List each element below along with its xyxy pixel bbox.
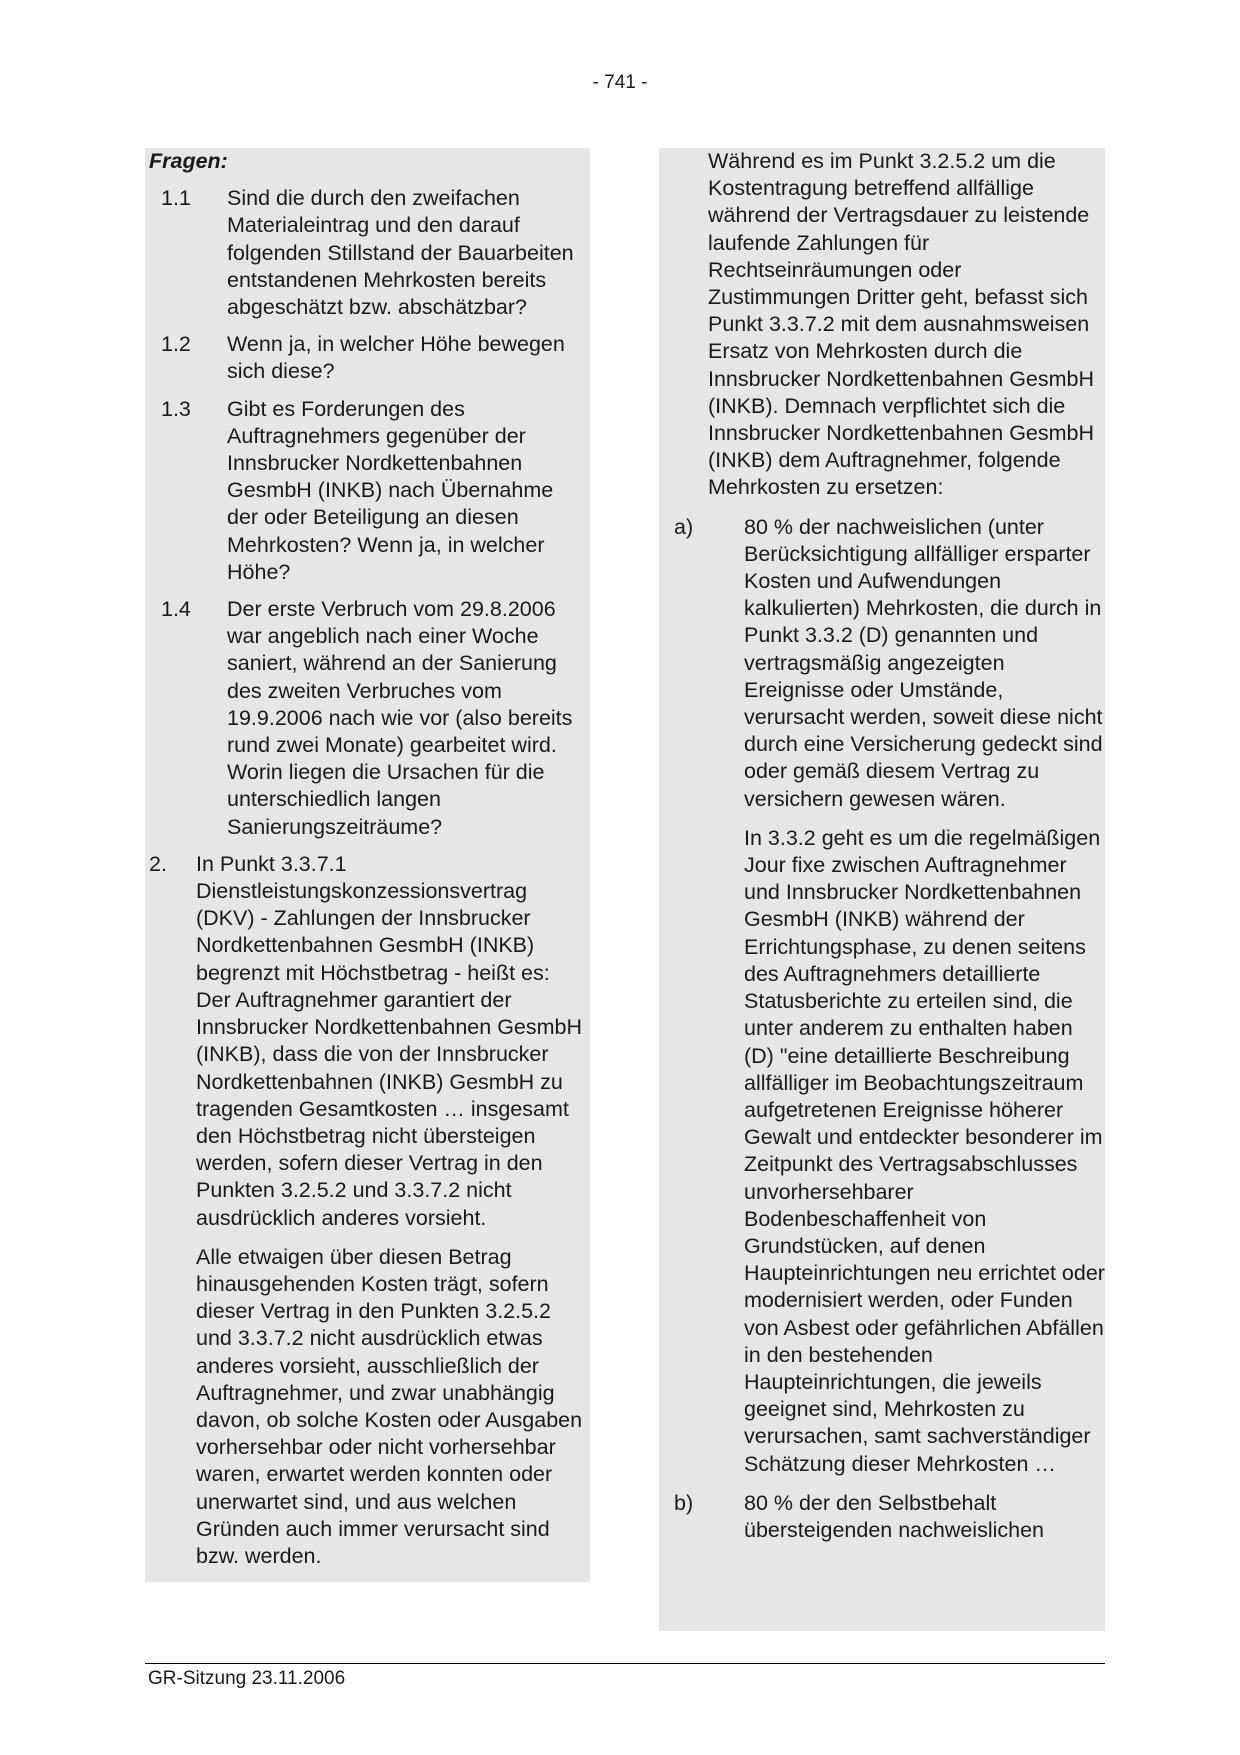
- questions-heading: Fragen:: [149, 149, 228, 173]
- item-2: [145, 851, 590, 1232]
- item-2-number: 2.: [149, 851, 167, 876]
- item-b-letter: b): [674, 1490, 694, 1515]
- item-2-paragraph: Alle etwaigen über diesen Betrag hinausgehenden Kosten trägt, sofern dieser Vertrag in den Punkten 3.2.5.2 und 3.3.7.2 nicht ausdrücklich etwas anderes vorsieht, ausschließlich der Auftragnehmer, und zwar unabhängig davon, ob solche Kosten oder Ausgaben vorhersehbar oder nicht vorhersehbar waren, erwartet werden konnten oder unerwartet sind, und aus welchen Gründen auch immer verursacht sind bzw. werden.: [196, 1244, 583, 1568]
- question-item: [145, 331, 590, 385]
- item-a: [659, 514, 1105, 813]
- page-number: - 741 -: [592, 72, 648, 93]
- left-column: [145, 148, 590, 1582]
- item-a-paragraph: In 3.3.2 geht es um die regelmäßigen Jour fixe zwischen Auftragnehmer und Innsbrucker Nordkettenbahnen GesmbH (INKB) während der Errichtungsphase, zu denen seitens des Auftragnehmers detaillierte Statusberichte zu erteilen sind, die unter anderem zu enthalten haben (D) "eine detaillierte Beschreibung allfälliger im Beobachtungszeitraum aufgetretenen Ereignisse höherer Gewalt und entdeckter besonderer im Zeitpunkt des Vertragsabschlusses unvorhersehbarer Bodenbeschaffenheit von Grundstücken, auf denen Haupteinrichtungen neu errichtet oder modernisiert werden, oder Funden von Asbest oder gefährlichen Abfällen in den bestehenden Haupteinrichtungen, die jeweils geeignet sind, Mehrkosten zu verursachen, samt sachverständiger Schätzung dieser Mehrkosten …: [744, 825, 1105, 1476]
- question-text: Gibt es Forderungen des Auftragnehmers gegenüber der Innsbrucker Nordkettenbahnen GesmbH (INKB) nach Übernahme der oder Beteiligung an diesen Mehrkosten? Wenn ja, in welcher Höhe?: [227, 396, 554, 584]
- footer-divider: [145, 1663, 1105, 1664]
- question-item: [145, 396, 590, 586]
- question-item: [145, 185, 590, 321]
- question-text: Wenn ja, in welcher Höhe bewegen sich diese?: [227, 332, 565, 384]
- question-number: 1.2: [161, 332, 191, 357]
- question-number: 1.3: [161, 396, 191, 421]
- intro-paragraph: Während es im Punkt 3.2.5.2 um die Kostentragung betreffend allfällige während der Vertragsdauer zu leistende laufende Zahlungen für Rechtseinräumungen oder Zustimmungen Dritter geht, befasst sich Punkt 3.3.7.2 mit dem ausnahmsweisen Ersatz von Mehrkosten durch die Innsbrucker Nordkettenbahnen GesmbH (INKB). Demnach verpflichtet sich die Innsbrucker Nordkettenbahnen GesmbH (INKB) dem Auftragnehmer, folgende Mehrkosten zu ersetzen:: [708, 149, 1095, 500]
- item-a-text: 80 % der nachweislichen (unter Berücksichtigung allfälliger ersparter Kosten und Aufwendungen kalkulierten) Mehrkosten, die durch in Punkt 3.3.2 (D) genannten und vertragsmäßig angezeigten Ereignisse oder Umstände, verursacht werden, soweit diese nicht durch eine Versicherung gedeckt sind oder gemäß diesem Vertrag zu versichern gewesen wären.: [744, 514, 1103, 811]
- item-a-letter: a): [674, 514, 694, 539]
- item-2-text: In Punkt 3.3.7.1 Dienstleistungskonzessionsvertrag (DKV) - Zahlungen der Innsbrucker Nordkettenbahnen GesmbH (INKB) begrenzt mit Höchstbetrag - heißt es: Der Auftragnehmer garantiert der Innsbrucker Nordkettenbahnen GesmbH (INKB), dass die von der Innsbrucker Nordkettenbahnen (INKB) GesmbH zu tragenden Gesamtkosten … insgesamt den Höchstbetrag nicht übersteigen werden, sofern dieser Vertrag in den Punkten 3.2.5.2 und 3.3.7.2 nicht ausdrücklich anderes vorsieht.: [196, 851, 583, 1230]
- question-number: 1.1: [161, 186, 191, 211]
- item-b-text: 80 % der den Selbstbehalt übersteigenden nachweislichen: [744, 1490, 1045, 1542]
- question-number: 1.4: [161, 597, 191, 622]
- right-column: [659, 148, 1105, 1631]
- footer-text: GR-Sitzung 23.11.2006: [148, 1668, 346, 1689]
- item-b: [659, 1490, 1105, 1544]
- question-item: [145, 596, 590, 841]
- question-text: Sind die durch den zweifachen Materialeintrag und den darauf folgenden Stillstand der Bauarbeiten entstandenen Mehrkosten bereits abgeschätzt bzw. abschätzbar?: [227, 186, 574, 320]
- question-text: Der erste Verbruch vom 29.8.2006 war angeblich nach einer Woche saniert, während an der Sanierung des zweiten Verbruches vom 19.9.2006 nach wie vor (also bereits rund zwei Monate) gearbeitet wird. Worin liegen die Ursachen für die unterschiedlich langen Sanierungszeiträume?: [227, 597, 573, 839]
